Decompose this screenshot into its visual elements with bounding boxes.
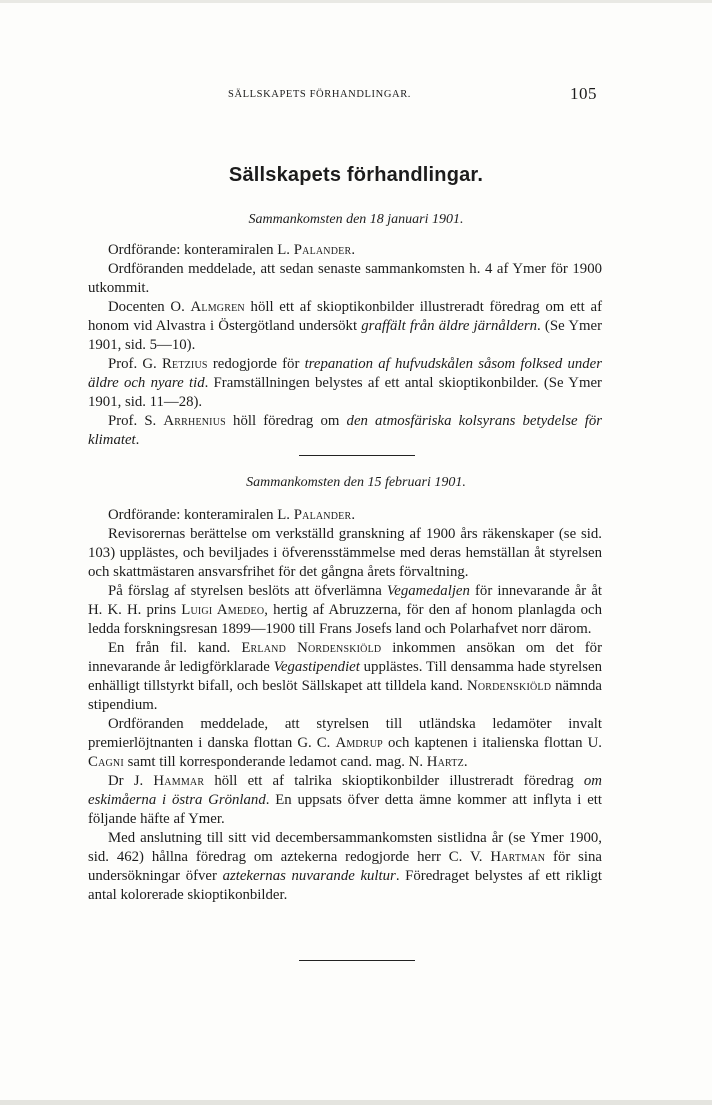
paragraph: Revisorernas berättelse om verkställd granskning af 1900 års räkenskaper (se sid. 103) upplästes, och beviljades i öfverensstämmelse med deras hemställan åt styrelsen och skattmästaren ansvarsfrihet för det gångna årets förvaltning. [88, 526, 602, 580]
person-name: Palander [293, 507, 352, 523]
paragraph: Docenten O. Almgren höll ett af skioptikonbilder illustreradt föredrag om ett af honom vid Alvastra i Östergötland undersökt graffält från äldre järnåldern. (Se Ymer 1901, sid. 5—10). [88, 299, 603, 353]
award-name: Vegastipendiet [273, 659, 360, 675]
lecture-title: aztekernas nuvarande kultur [222, 868, 396, 884]
paragraph: Ordförande: konteramiralen L. Palander. [108, 242, 356, 258]
person-name: Nordenskiöld [466, 678, 552, 694]
meeting-2-minutes [88, 506, 602, 905]
meeting-1-minutes [88, 241, 602, 450]
scan-top-edge [0, 0, 712, 3]
person-name: Cagni [88, 754, 124, 770]
paragraph: En från fil. kand. Erland Nordenskiöld inkommen ansökan om det för innevarande år ledigförklarade Vegastipendiet upplästes. Till densamma hade styrelsen enhälligt tillstyrkt bifall, och beslöt Sällskapet att tilldela kand. Nordenskiöld nämnda stipendium. [88, 640, 603, 713]
section-divider [299, 960, 415, 961]
meeting-1-heading: Sammankomsten den 18 januari 1901. [248, 212, 464, 227]
paragraph: Med anslutning till sitt vid decembersammankomsten sistlidna år (se Ymer 1900, sid. 462) hållna föredrag om aztekerna redogjorde herr C. V. Hartman för sina undersökningar öfver aztekernas nuvarande kultur. Föredraget belystes af ett rikligt antal kolorerade skioptikonbilder. [88, 830, 603, 903]
person-name: Almgren [190, 299, 245, 315]
page-title: Sällskapets förhandlingar. [228, 164, 484, 186]
paragraph: Ordförande: konteramiralen L. Palander. [108, 507, 356, 523]
paragraph: På förslag af styrelsen beslöts att öfverlämna Vegamedaljen för innevarande år åt H. K. H. prins Luigi Amedeo, hertig af Abruzzerna, för den af honom planlagda och ledda forskningsresan 1899—1900 till Frans Josefs land och Polarhafvet norr därom. [88, 583, 602, 637]
meeting-2-heading: Sammankomsten den 15 februari 1901. [246, 475, 466, 490]
section-divider [299, 455, 415, 456]
person-name: Luigi Amedeo [181, 602, 265, 618]
paragraph: Ordföranden meddelade, att sedan senaste sammankomsten h. 4 af Ymer för 1900 utkommit. [88, 261, 602, 296]
person-name: Hammar [153, 773, 205, 789]
paragraph: Prof. G. Retzius redogjorde för trepanation af hufvudskålen såsom folksed under äldre och nyare tid. Framställningen belystes af ett antal skioptikonbilder. (Se Ymer 1901, sid. 11—28). [88, 356, 602, 410]
scan-bottom-edge [0, 1100, 712, 1105]
lecture-title: graffält från äldre järnåldern [361, 318, 537, 334]
person-name: Arrhenius [163, 413, 226, 429]
lecture-title: om eskimåerna i östra Grönland [88, 773, 602, 808]
person-name: Amdrup [335, 735, 383, 751]
person-name: Erland Nordenskiöld [241, 640, 382, 656]
person-name: Retzius [161, 356, 208, 372]
paragraph: Ordföranden meddelade, att styrelsen till utländska ledamöter invalt premierlöjtnanten i danska flottan G. C. Amdrup och kaptenen i italienska flottan U. Cagni samt till korresponderande ledamot cand. mag. N. Hartz. [88, 716, 602, 770]
lecture-title: den atmosfäriska kolsyrans betydelse för klimatet [88, 413, 602, 448]
paragraph: Prof. S. Arrhenius höll föredrag om den atmosfäriska kolsyrans betydelse för klimatet. [88, 413, 602, 448]
page-number: 105 [570, 84, 597, 103]
person-name: Hartman [490, 849, 546, 865]
lecture-title: trepanation af hufvudskålen såsom folksed under äldre och nyare tid [88, 356, 602, 391]
person-name: Palander [293, 242, 352, 258]
paragraph: Dr J. Hammar höll ett af talrika skioptikonbilder illustreradt föredrag om eskimåerna i östra Grönland. En uppsats öfver detta ämne kommer att inflyta i ett följande häfte af Ymer. [88, 773, 602, 827]
award-name: Vegamedaljen [386, 583, 470, 599]
running-head: SÄLLSKAPETS FÖRHANDLINGAR. [228, 89, 412, 100]
person-name: Hartz [426, 754, 464, 770]
